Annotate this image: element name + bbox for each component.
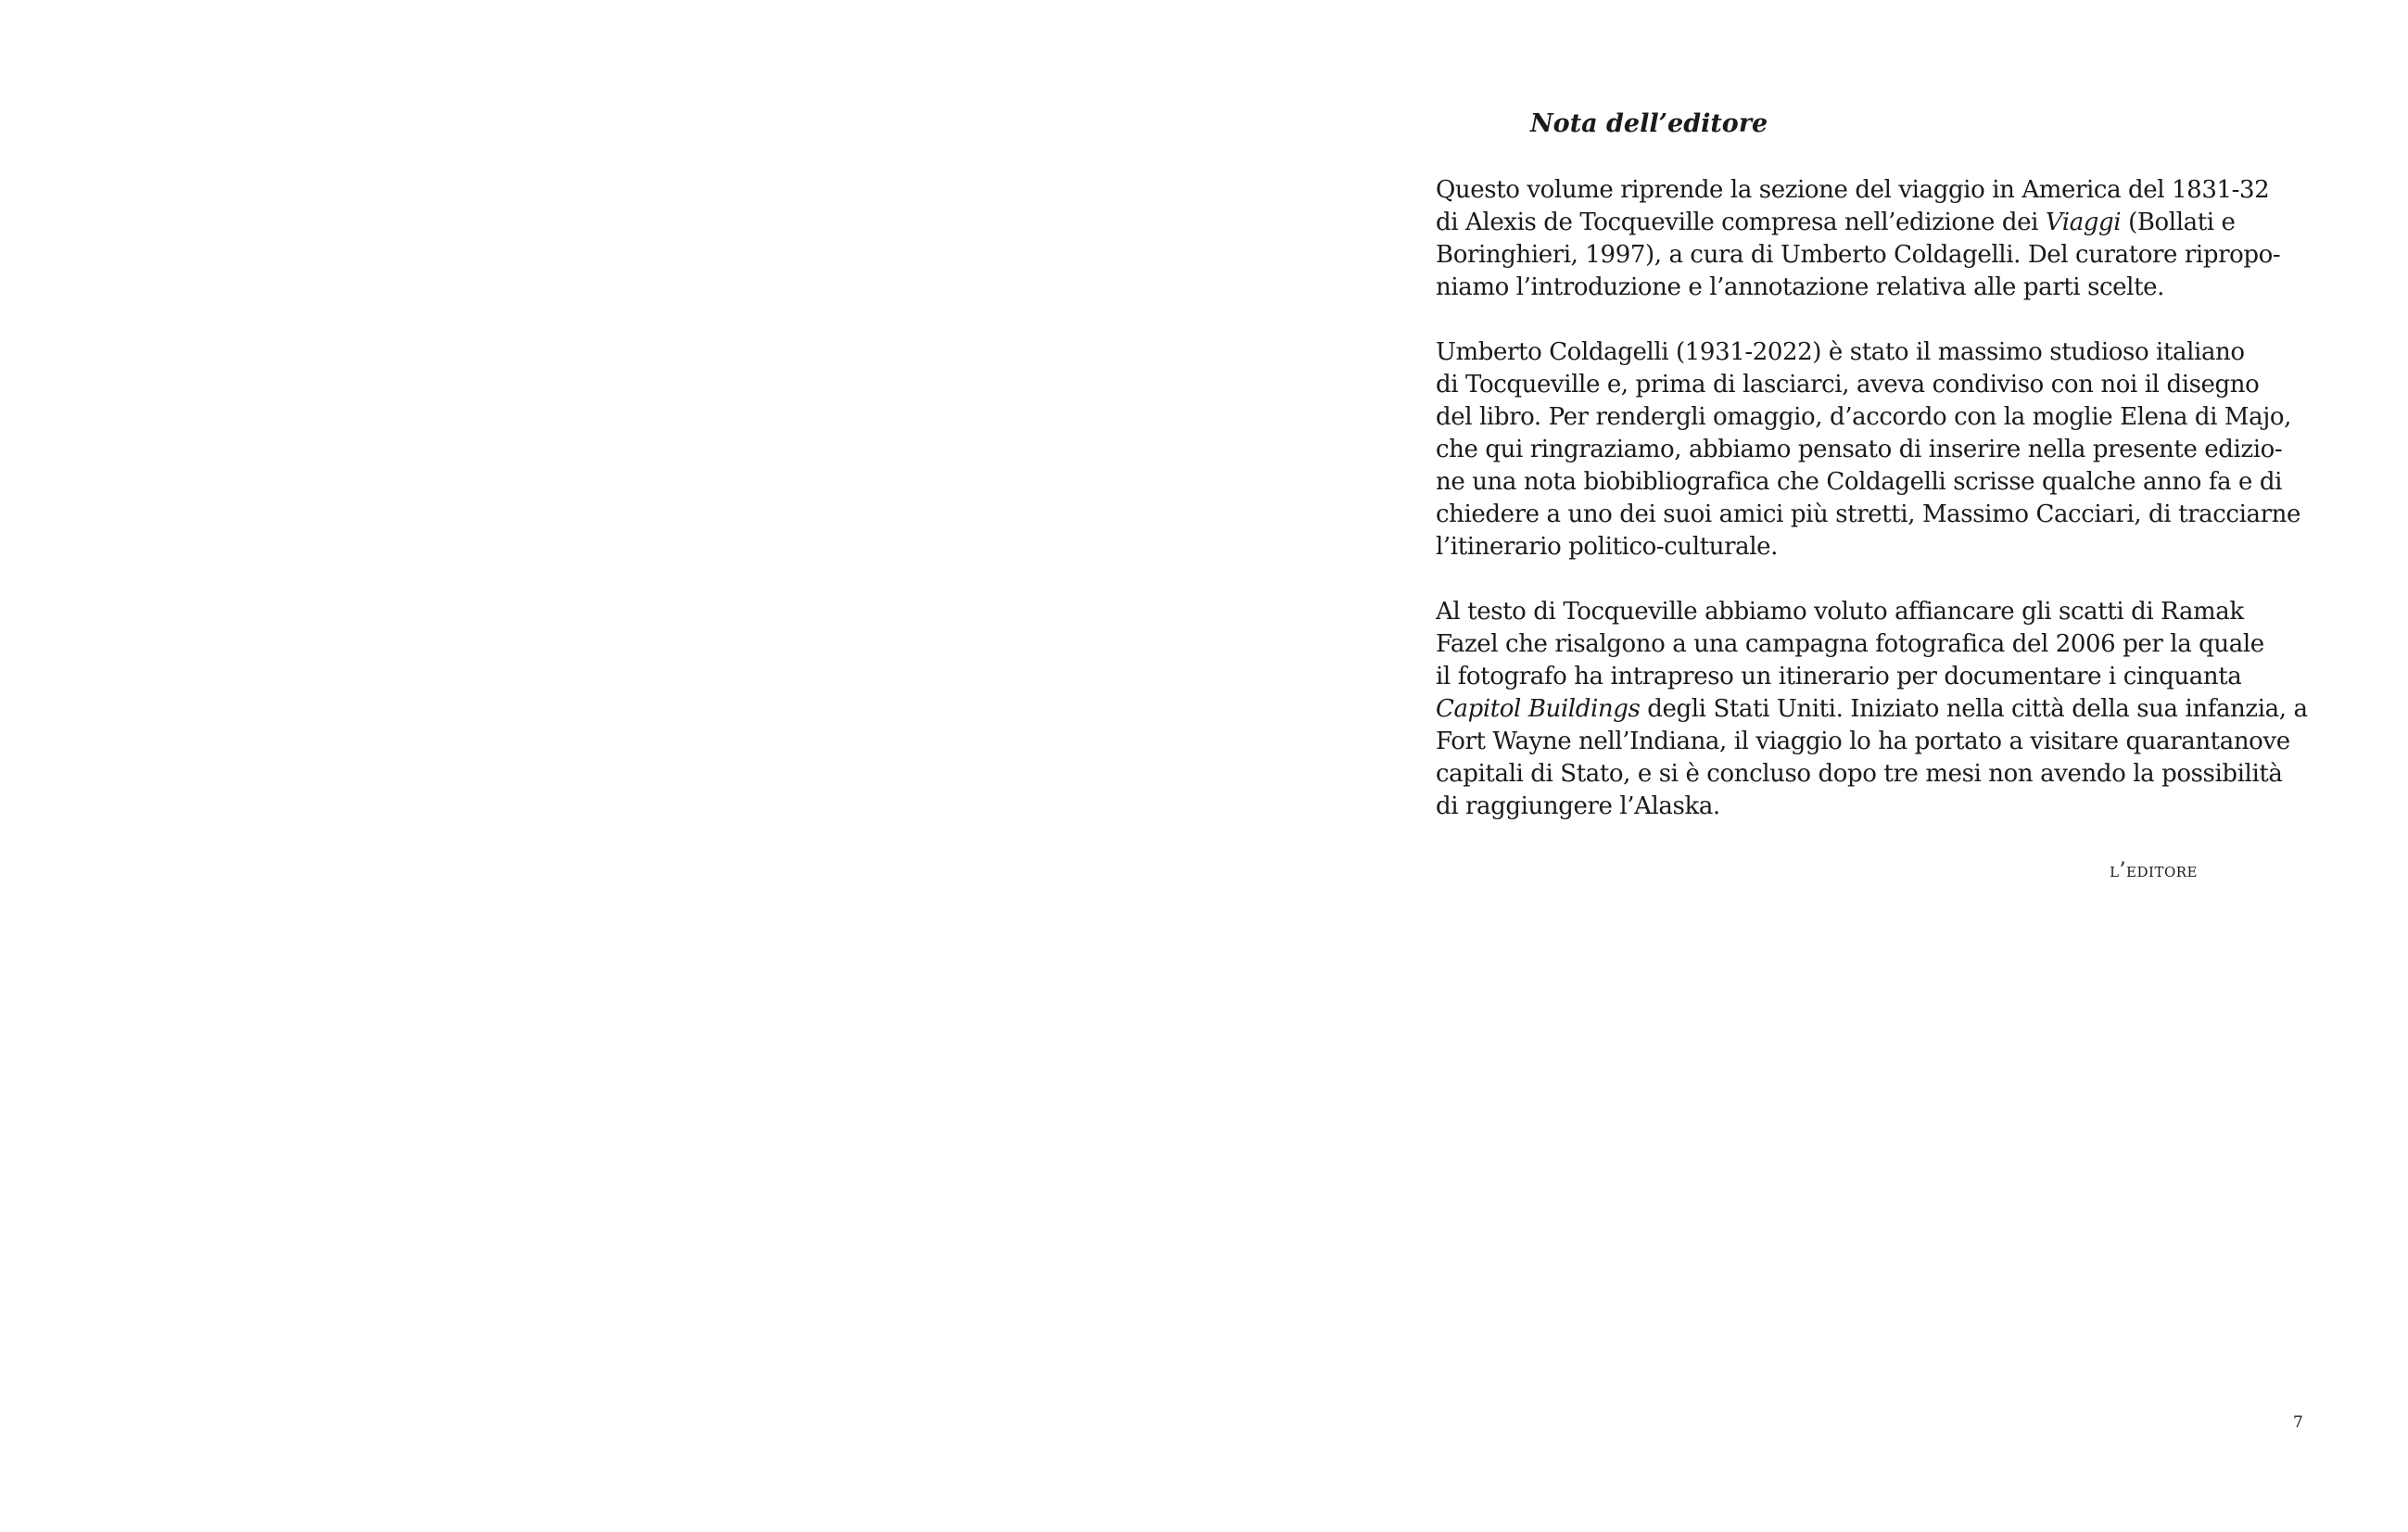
- text-line: [1436, 466, 2283, 499]
- text-line: [1436, 239, 2281, 272]
- text-segment: di Tocqueville e, prima di lasciarci, aveva condiviso con noi il disegno: [1436, 371, 2260, 399]
- italic-title: Viaggi: [2045, 209, 2122, 236]
- text-segment: Questo volume riprende la sezione del viaggio in America del 1831-32: [1436, 176, 2270, 204]
- text-line: [1436, 531, 2198, 563]
- text-segment: chiedere a uno dei suoi amici più stretti, Massimo Cacciari, di tracciarne: [1436, 500, 2300, 528]
- text-line: [1436, 596, 2244, 628]
- text-segment: capitali di Stato, e si è concluso dopo tre mesi non avendo la possibilità: [1436, 760, 2283, 788]
- body-text: [1436, 174, 2308, 855]
- text-segment: Fazel che risalgono a una campagna fotografica del 2006 per la quale: [1436, 630, 2264, 658]
- text-segment: di raggiungere l’Alaska.: [1436, 792, 1720, 820]
- text-segment: ne una nota biobibliografica che Coldagelli scrisse qualche anno fa e di: [1436, 468, 2283, 496]
- text-line: [1436, 726, 2290, 758]
- text-line: [1436, 207, 2236, 239]
- text-line: [1436, 434, 2283, 466]
- text-line: [1436, 174, 2270, 207]
- text-line: [1436, 791, 2198, 823]
- italic-title: Capitol Buildings: [1436, 695, 1641, 723]
- text-line: [1436, 758, 2283, 791]
- text-segment: Umberto Coldagelli (1931-2022) è stato il massimo studioso italiano: [1436, 338, 2245, 366]
- text-segment: Fort Wayne nell’Indiana, il viaggio lo ha portato a visitare quarantanove: [1436, 728, 2290, 755]
- text-segment: Boringhieri, 1997), a cura di Umberto Coldagelli. Del curatore ripropo-: [1436, 241, 2281, 269]
- text-segment: il fotografo ha intrapreso un itinerario per documentare i cinquanta: [1436, 663, 2242, 690]
- section-heading: Nota dell’editore: [1530, 109, 1768, 138]
- signature: l’editore: [2110, 859, 2198, 882]
- text-line: [1436, 661, 2242, 693]
- text-line: [1436, 369, 2260, 401]
- paragraph: [1436, 336, 2300, 563]
- text-segment: degli Stati Uniti. Iniziato nella città della sua infanzia, a: [1640, 695, 2308, 723]
- text-segment: niamo l’introduzione e l’annotazione relativa alle parti scelte.: [1436, 273, 2164, 301]
- paragraph: [1436, 596, 2308, 823]
- text-segment: (Bollati e: [2121, 209, 2236, 236]
- text-segment: che qui ringraziamo, abbiamo pensato di inserire nella presente edizio-: [1436, 436, 2283, 463]
- paragraph: [1436, 174, 2281, 304]
- text-segment: di Alexis de Tocqueville compresa nell’edizione dei: [1436, 209, 2046, 236]
- text-line: [1436, 499, 2300, 531]
- text-segment: l’itinerario politico-culturale.: [1436, 533, 1778, 561]
- page-number: 7: [2293, 1413, 2303, 1432]
- text-line: [1436, 693, 2308, 726]
- text-line: [1436, 401, 2292, 434]
- text-line: [1436, 272, 2198, 304]
- text-segment: del libro. Per rendergli omaggio, d’accordo con la moglie Elena di Majo,: [1436, 403, 2292, 431]
- text-line: [1436, 628, 2264, 661]
- text-segment: Al testo di Tocqueville abbiamo voluto affiancare gli scatti di Ramak: [1436, 598, 2244, 626]
- text-line: [1436, 336, 2245, 369]
